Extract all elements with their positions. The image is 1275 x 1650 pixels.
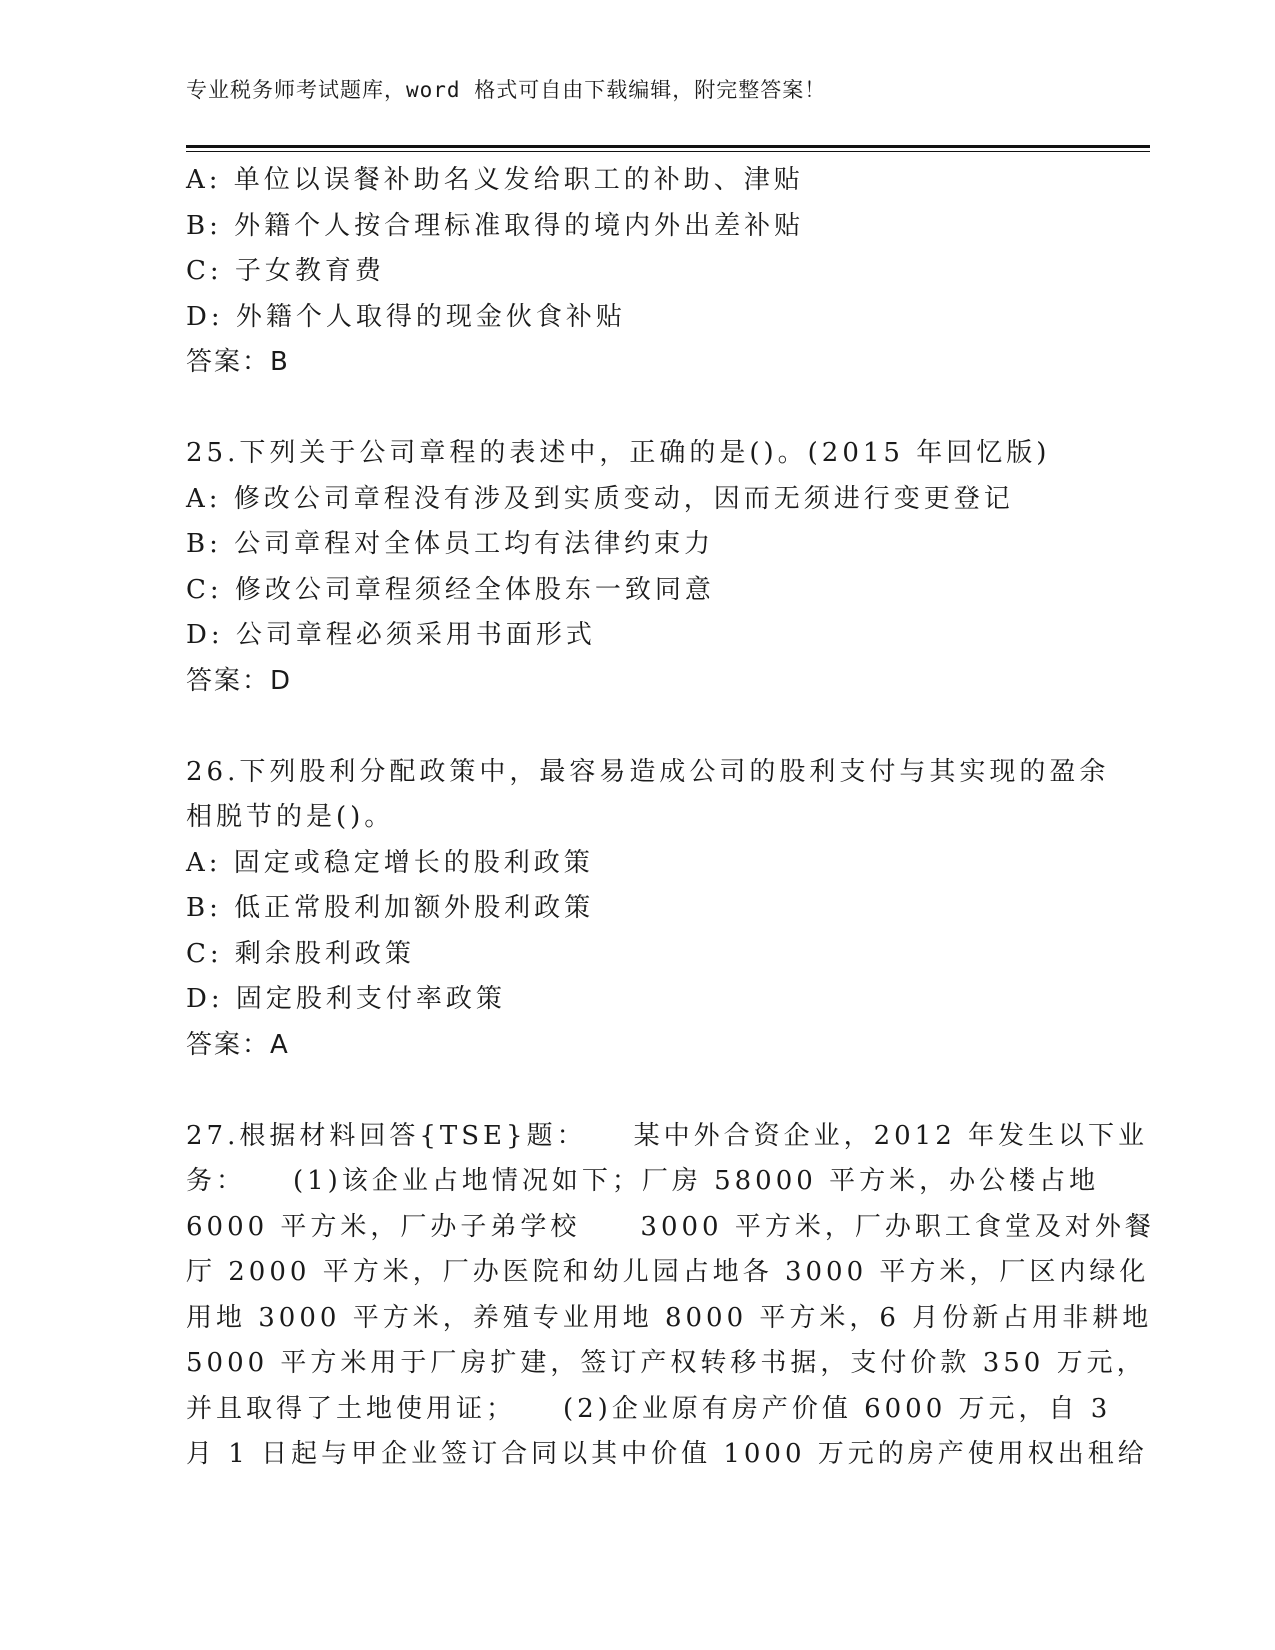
option-c: C: 子女教育费: [186, 256, 385, 286]
question-stem: 6000 平方米，厂办子弟学校 3000 平方米，厂办职工食堂及对外餐: [186, 1211, 1155, 1242]
option-b: B: 公司章程对全体员工均有法律约束力: [186, 529, 715, 559]
question-stem: 并且取得了土地使用证； (2)企业原有房产价值 6000 万元，自 3: [186, 1393, 1112, 1424]
header-rule-thin: [186, 151, 1150, 152]
option-d: D: 外籍个人取得的现金伙食补贴: [186, 301, 626, 332]
answer: 答案：A: [186, 1029, 290, 1060]
question-stem: 用地 3000 平方米，养殖专业用地 8000 平方米，6 月份新占用非耕地: [186, 1302, 1153, 1333]
document-body: [186, 158, 1155, 1478]
question-stem: 25.下列关于公司章程的表述中，正确的是()。(2015 年回忆版): [186, 438, 1051, 468]
page-header: 专业税务师考试题库，word 格式可自由下载编辑，附完整答案！: [186, 78, 827, 102]
question-stem: 27.根据材料回答{TSE}题： 某中外合资企业，2012 年发生以下业: [186, 1120, 1148, 1151]
question-26: [186, 750, 1110, 1069]
spacer: [186, 704, 1086, 750]
question-25: [186, 431, 1086, 704]
header-rule-thick: [186, 145, 1150, 148]
option-a: A: 单位以误餐补助名义发给职工的补助、津贴: [186, 165, 804, 195]
question-stem: 务： (1)该企业占地情况如下；厂房 58000 平方米，办公楼占地: [186, 1166, 1100, 1196]
option-d: D: 固定股利支付率政策: [186, 984, 506, 1014]
option-a: A: 固定或稳定增长的股利政策: [186, 847, 594, 878]
option-c: C: 修改公司章程须经全体股东一致同意: [186, 574, 715, 605]
spacer: [186, 386, 1086, 432]
question-stem: 厅 2000 平方米，厂办医院和幼儿园占地各 3000 平方米，厂区内绿化: [186, 1257, 1150, 1287]
question-stem: 5000 平方米用于厂房扩建，签订产权转移书据，支付价款 350 万元，: [186, 1348, 1147, 1378]
question-stem: 相脱节的是()。: [186, 802, 395, 832]
spacer: [186, 1068, 1086, 1114]
option-d: D: 公司章程必须采用书面形式: [186, 620, 596, 650]
option-c: C: 剩余股利政策: [186, 938, 415, 969]
answer: 答案：D: [186, 665, 293, 696]
option-b: B: 低正常股利加额外股利政策: [186, 893, 595, 923]
option-a: A: 修改公司章程没有涉及到实质变动，因而无须进行变更登记: [186, 483, 1014, 514]
question-stem: 26.下列股利分配政策中，最容易造成公司的股利支付与其实现的盈余: [186, 756, 1110, 787]
option-b: B: 外籍个人按合理标准取得的境内外出差补贴: [186, 210, 805, 241]
question-27: [186, 1114, 1155, 1478]
answer: 答案：B: [186, 347, 290, 377]
question-24: [186, 158, 1086, 386]
question-stem: 月 1 日起与甲企业签订合同以其中价值 1000 万元的房产使用权出租给: [186, 1439, 1148, 1469]
